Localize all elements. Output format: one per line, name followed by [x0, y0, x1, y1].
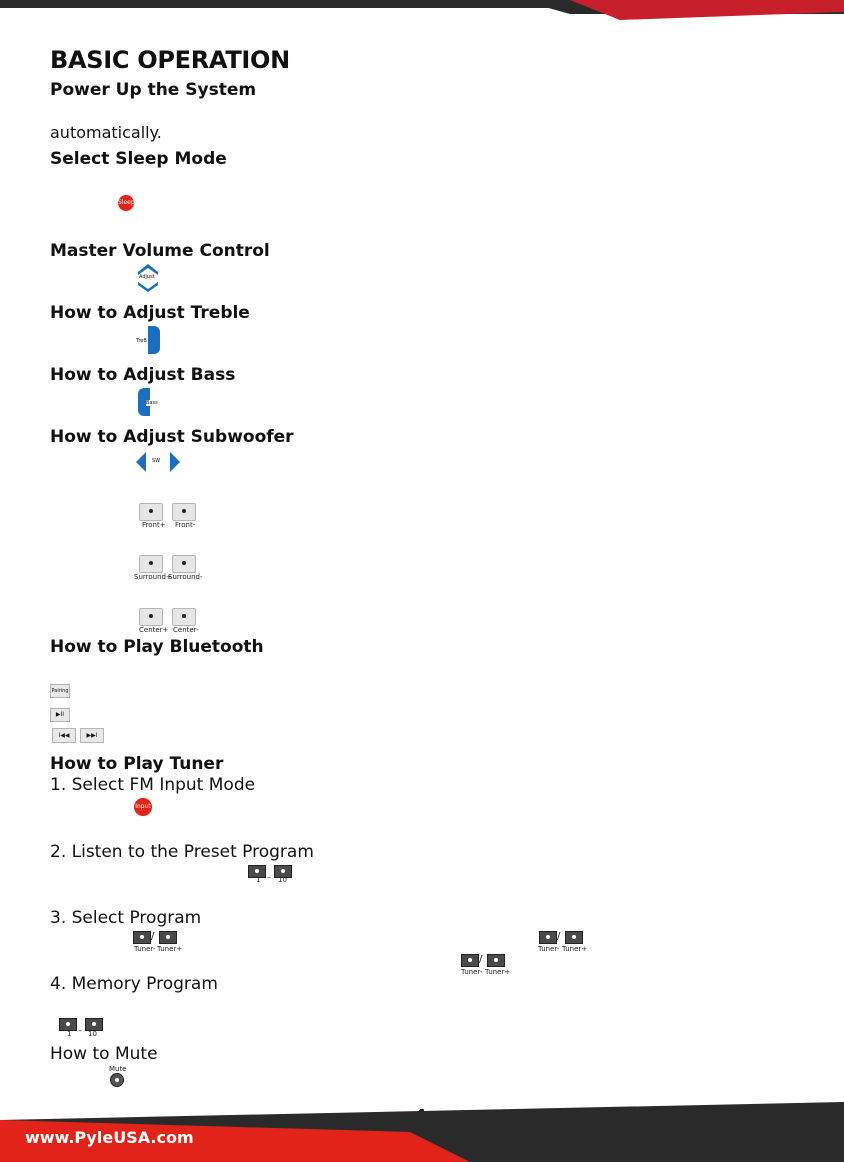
memory-first-label: 1 — [67, 1030, 72, 1038]
section-title-subwoofer: How to Adjust Subwoofer — [50, 427, 294, 447]
section-title-treble: How to Adjust Treble — [50, 303, 250, 323]
play-pause-button: ▶II — [50, 708, 70, 722]
mute-label: Mute — [109, 1065, 127, 1073]
tuner-plus-label-3: Tuner+ — [485, 968, 511, 976]
treble-icon — [136, 326, 162, 354]
tuner-minus-label-1: Tuner- — [134, 945, 156, 953]
surround-minus-key — [172, 555, 196, 573]
surround-plus-label: Surround+ — [134, 573, 172, 581]
slash-3: / — [479, 954, 483, 965]
slash-1: / — [151, 931, 155, 942]
subwoofer-icon — [136, 452, 180, 472]
surround-plus-key — [139, 555, 163, 573]
front-minus-key — [172, 503, 196, 521]
center-minus-label: Center- — [173, 626, 199, 634]
front-plus-key — [139, 503, 163, 521]
input-button: Input — [134, 798, 152, 816]
tuner-minus-key-2 — [539, 931, 557, 944]
section-title-bluetooth: How to Play Bluetooth — [50, 637, 264, 657]
section-title-volume: Master Volume Control — [50, 241, 270, 261]
front-minus-label: Front- — [175, 521, 196, 529]
slash-2: / — [557, 931, 561, 942]
tuner-step-2: 2. Listen to the Preset Program — [50, 842, 314, 862]
surround-minus-label: Surround- — [168, 573, 203, 581]
tuner-minus-key-3 — [461, 954, 479, 967]
tuner-plus-label-2: Tuner+ — [562, 945, 588, 953]
section-title-power: Power Up the System — [50, 80, 257, 100]
memory-dash: – — [78, 1026, 82, 1035]
previous-button: I◀◀ — [52, 728, 76, 743]
bass-label: Bass — [146, 400, 158, 406]
subwoofer-label: SW — [152, 458, 161, 464]
center-plus-label: Center+ — [139, 626, 169, 634]
tuner-step-3: 3. Select Program — [50, 908, 202, 928]
section-title-mute: How to Mute — [50, 1044, 158, 1064]
mute-button-icon — [110, 1073, 124, 1087]
tuner-step-1: 1. Select FM Input Mode — [50, 775, 256, 795]
memory-last-label: 10 — [88, 1030, 97, 1038]
tuner-minus-label-2: Tuner- — [538, 945, 560, 953]
preset-last-label: 10 — [278, 876, 287, 884]
tuner-plus-key-2 — [565, 931, 583, 944]
page-title: BASIC OPERATION — [50, 46, 290, 74]
section-title-bass: How to Adjust Bass — [50, 365, 236, 385]
section-title-sleep: Select Sleep Mode — [50, 149, 227, 169]
adjust-icon — [136, 262, 160, 292]
front-plus-label: Front+ — [142, 521, 166, 529]
treble-label: TreB — [136, 338, 147, 344]
tuner-plus-key-1 — [159, 931, 177, 944]
center-minus-key — [172, 608, 196, 626]
bass-icon — [136, 388, 162, 416]
tuner-plus-key-3 — [487, 954, 505, 967]
section-title-tuner: How to Play Tuner — [50, 754, 224, 774]
top-banner — [0, 0, 844, 22]
power-text: automatically. — [50, 123, 162, 142]
preset-first-label: 1 — [256, 876, 261, 884]
adjust-label: Adjust — [139, 274, 155, 280]
pairing-button: Pairing — [50, 684, 70, 698]
preset-dash: – — [267, 873, 271, 882]
footer-url[interactable]: www.PyleUSA.com — [25, 1128, 194, 1147]
center-plus-key — [139, 608, 163, 626]
tuner-minus-key-1 — [133, 931, 151, 944]
tuner-step-4: 4. Memory Program — [50, 974, 218, 994]
tuner-minus-label-3: Tuner- — [461, 968, 483, 976]
next-button: ▶▶I — [80, 728, 104, 743]
tuner-plus-label-1: Tuner+ — [157, 945, 183, 953]
sleep-button: Sleep — [118, 195, 134, 211]
